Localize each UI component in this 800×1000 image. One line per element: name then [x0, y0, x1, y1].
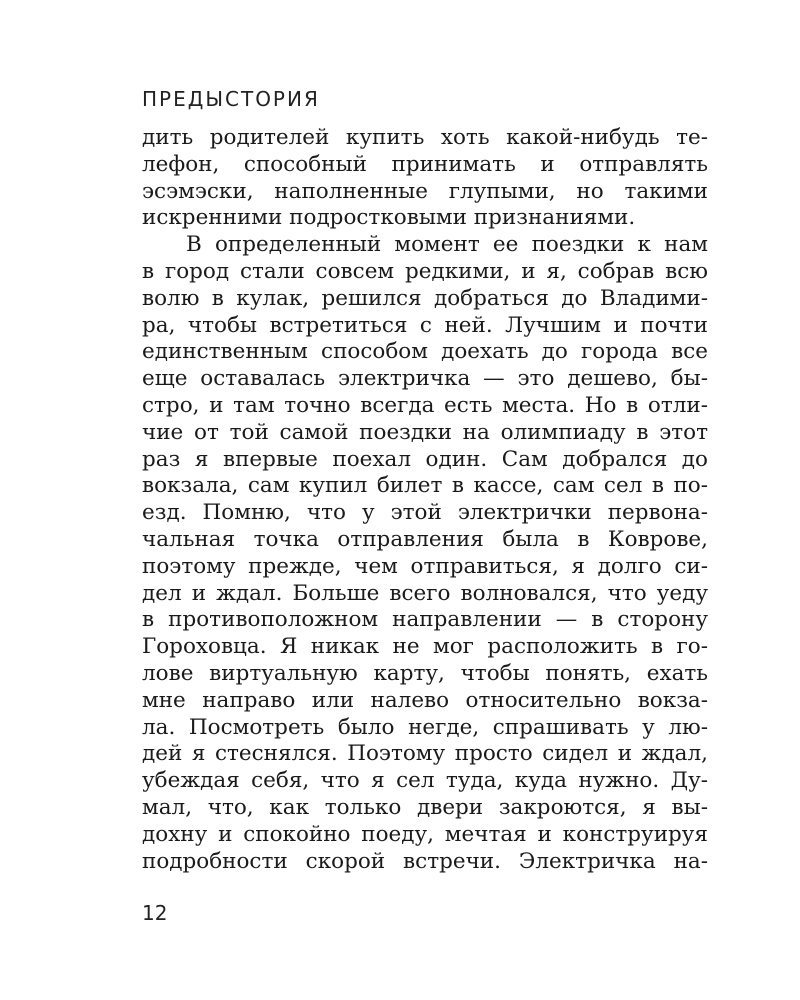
text-line: мал, что, как только двери закроются, я вы- — [142, 794, 708, 820]
text-line: подробности скорой встречи. Электричка на- — [142, 848, 708, 874]
text-line: поэтому прежде, чем отправиться, я долго си- — [142, 553, 708, 579]
text-line: мне направо или налево относительно вокза- — [142, 687, 708, 713]
text-line: ра, чтобы встретиться с ней. Лучшим и почти — [142, 312, 708, 338]
text-line: езд. Помню, что у этой электрички первона- — [142, 500, 708, 526]
text-line: в противоположном направлении — в сторону — [142, 607, 708, 633]
text-line: лефон, способный принимать и отправлять — [142, 151, 708, 177]
text-line: чальная точка отправления была в Коврове, — [142, 526, 708, 552]
text-line: единственным способом доехать до города все — [142, 339, 708, 365]
text-line: ла. Посмотреть было негде, спрашивать у лю- — [142, 714, 708, 740]
text-line: стро, и там точно всегда есть места. Но в отли- — [142, 392, 708, 418]
text-line: раз я впервые поехал один. Сам добрался до — [142, 446, 708, 472]
text-line: еще оставалась электричка — это дешево, бы- — [142, 366, 708, 392]
text-line: волю в кулак, решился добраться до Владими- — [142, 285, 708, 311]
text-line: дел и ждал. Больше всего волновался, что уеду — [142, 580, 708, 606]
body-text — [142, 125, 708, 875]
text-line: лове виртуальную карту, чтобы понять, ехать — [142, 660, 708, 686]
text-line: убеждая себя, что я сел туда, куда нужно. Ду- — [142, 768, 708, 794]
page-number: 12 — [142, 901, 168, 925]
text-line: в город стали совсем редкими, и я, собрав всю — [142, 258, 708, 284]
text-line: вокзала, сам купил билет в кассе, сам сел в по- — [142, 473, 708, 499]
text-line: эсэмэски, наполненные глупыми, но такими — [142, 178, 708, 204]
text-line: чие от той самой поездки на олимпиаду в этот — [142, 419, 708, 445]
paragraph-first-line: В определенный момент ее поездки к нам — [186, 232, 708, 258]
text-line: дохну и спокойно поеду, мечтая и конструируя — [142, 821, 708, 847]
text-line: Гороховца. Я никак не мог расположить в го- — [142, 634, 708, 660]
running-head: ПРЕДЫСТОРИЯ — [142, 87, 320, 111]
text-line: дей я стеснялся. Поэтому просто сидел и ждал, — [142, 741, 708, 767]
text-line: искренними подростковыми признаниями. — [142, 205, 636, 231]
text-line: дить родителей купить хоть какой-нибудь те- — [142, 125, 708, 150]
